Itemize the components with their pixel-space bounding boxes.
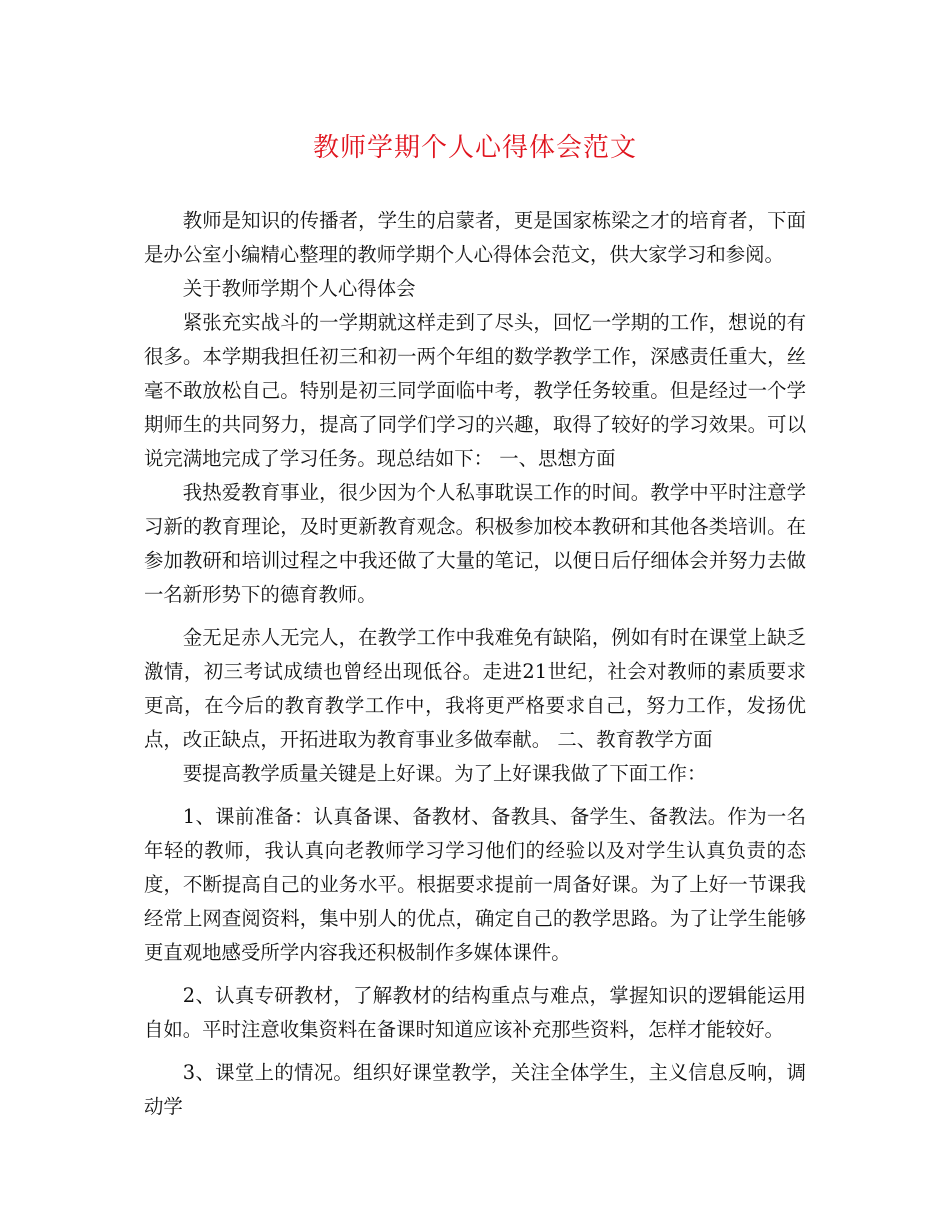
paragraph-textbook-study: 2、认真专研教材，了解教材的结构重点与难点，掌握知识的逻辑能运用自如。平时注意收集资料在备课时知道应该补充那些资料，怎样才能较好。 — [144, 984, 806, 1041]
document-title: 教师学期个人心得体会范文 — [312, 133, 637, 163]
paragraph-classroom: 3、课堂上的情况。组织好课堂教学，关注全体学生，主义信息反响，调动学 — [144, 1061, 806, 1118]
document-body — [144, 204, 806, 1124]
paragraph-teaching-quality: 要提高教学质量关键是上好课。为了上好课我做了下面工作： — [182, 762, 707, 785]
paragraph-intro: 教师是知识的传播者，学生的启蒙者，更是国家栋梁之才的培育者，下面是办公室小编精心整理的教师学期个人心得体会范文，供大家学习和参阅。 — [144, 209, 806, 266]
paragraph-lesson-prep: 1、课前准备：认真备课、备教材、备教具、备学生、备教法。作为一名年轻的教师，我认真向老教师学习学习他们的经验以及对学生认真负责的态度，不断提高自己的业务水平。根据要求提前一周备好课。为了上好一节课我经常上网查阅资料，集中别人的优点，确定自己的教学思路。为了让学生能够更直观地感受所学内容我还积极制作多媒体课件。 — [144, 805, 806, 964]
paragraph-shortcomings: 金无足赤人无完人，在教学工作中我难免有缺陷，例如有时在课堂上缺乏激情，初三考试成绩也曾经出现低谷。走进21世纪，社会对教师的素质要求更高，在今后的教育教学工作中，我将更严格要求自己，努力工作，发扬优点，改正缺点，开拓进取为教育事业多做奉献。 二、教育教学方面 — [144, 626, 806, 751]
paragraph-summary: 紧张充实战斗的一学期就这样走到了尽头，回忆一学期的工作，想说的有很多。本学期我担任初三和初一两个年组的数学教学工作，深感责任重大，丝毫不敢放松自己。特别是初三同学面临中考，教学任务较重。但是经过一个学期师生的共同努力，提高了同学们学习的兴趣，取得了较好的学习效果。可以说完满地完成了学习任务。现总结如下： 一、思想方面 — [144, 311, 806, 470]
paragraph-subheading: 关于教师学期个人心得体会 — [182, 277, 416, 300]
paragraph-ideology: 我热爱教育事业，很少因为个人私事耽误工作的时间。教学中平时注意学习新的教育理论，及时更新教育观念。积极参加校本教研和其他各类培训。在参加教研和培训过程之中我还做了大量的笔记，以便日后仔细体会并努力去做一名新形势下的德育教师。 — [144, 481, 806, 606]
